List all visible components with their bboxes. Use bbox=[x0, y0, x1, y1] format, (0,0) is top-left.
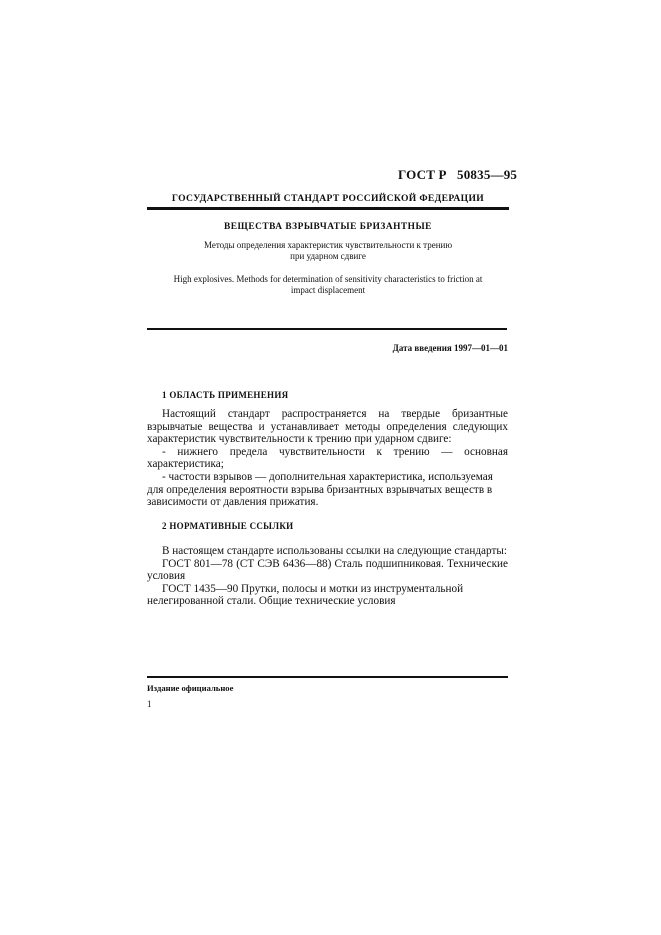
section-heading-references: 2 НОРМАТИВНЫЕ ССЫЛКИ bbox=[162, 521, 294, 531]
reference-item: ГОСТ 1435—90 Прутки, полосы и мотки из инструментальной нелегированной стали. Общие технические условия bbox=[147, 582, 464, 608]
subtitle-line-1: Методы определения характеристик чувствительности к трению bbox=[203, 240, 453, 250]
list-item: - частости взрывов — дополнительная характеристика, используемая для определения вероятности взрыва бризантных взрывчатых веществ в зависимости от давления прижатия. bbox=[147, 470, 493, 509]
title-rule bbox=[147, 328, 507, 330]
edition-label: Издание официальное bbox=[147, 683, 234, 693]
document-subtitle bbox=[147, 240, 509, 262]
english-title-line-2: impact displacement bbox=[290, 285, 366, 295]
header-rule bbox=[147, 207, 509, 210]
section-heading-scope: 1 ОБЛАСТЬ ПРИМЕНЕНИЯ bbox=[162, 390, 289, 400]
paragraph: Настоящий стандарт распространяется на твердые бризантные взрывчатые вещества и устанавливает методы определения следующих характеристик чувствительности к трению при ударном сдвиге: bbox=[147, 408, 508, 446]
paragraph: В настоящем стандарте использованы ссылки на следующие стандарты: bbox=[162, 545, 507, 557]
english-title-line-1: High explosives. Methods for determination of sensitivity characteristics to friction at bbox=[173, 274, 483, 284]
list-item: - нижнего предела чувствительности к трению — основная характеристика; bbox=[147, 445, 508, 471]
page-number: 1 bbox=[147, 699, 152, 709]
section-body-scope bbox=[147, 408, 508, 509]
document-title: ВЕЩЕСТВА ВЗРЫВЧАТЫЕ БРИЗАНТНЫЕ bbox=[224, 222, 432, 232]
footer-rule bbox=[147, 676, 508, 678]
english-title bbox=[147, 274, 509, 296]
section-body-references bbox=[147, 545, 508, 608]
subtitle-line-2: при ударном сдвиге bbox=[290, 251, 366, 261]
state-standard-label: ГОСУДАРСТВЕННЫЙ СТАНДАРТ РОССИЙСКОЙ ФЕДЕРАЦИИ bbox=[171, 193, 485, 204]
gost-code: ГОСТ Р 50835—95 bbox=[398, 167, 518, 182]
reference-item: ГОСТ 801—78 (СТ СЭВ 6436—88) Сталь подшипниковая. Технические условия bbox=[147, 557, 508, 583]
introduction-date: Дата введения 1997—01—01 bbox=[392, 343, 508, 353]
